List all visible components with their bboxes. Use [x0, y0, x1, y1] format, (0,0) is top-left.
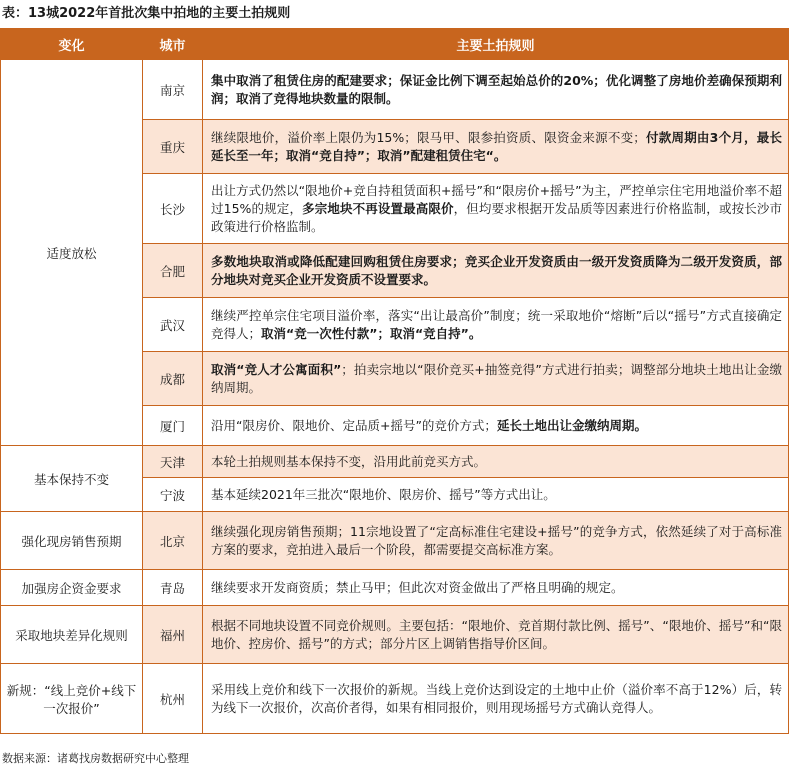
rule-cell: [203, 352, 789, 406]
table-row: [1, 606, 789, 664]
table-row: [1, 446, 789, 478]
rule-text-bold: 多宗地块不再设置最高限价: [302, 200, 454, 216]
rule-text-bold: 取消“竞人才公寓面积”: [211, 361, 342, 377]
city-cell: 北京: [143, 512, 203, 570]
table-title: 表：13城2022年首批次集中拍地的主要土拍规则: [2, 6, 291, 21]
table-row: [1, 664, 789, 734]
rule-cell: [203, 298, 789, 352]
header-change: 变化: [1, 29, 143, 60]
rule-text: 继续限地价，溢价率上限仍为15%；限马甲、限参拍资质、限资金来源不变；: [211, 129, 646, 145]
rule-text: 根据不同地块设置不同竞价规则。主要包括：“限地价、竞首期付款比例、摇号”、“限地价、摇号”和“限地价、控房价、摇号”的方式；部分片区上调销售指导价区间。: [211, 617, 782, 651]
table-row: [1, 512, 789, 570]
header-row: [1, 29, 789, 60]
rule-text: 继续要求开发商资质；禁止马甲；但此次对资金做出了严格且明确的规定。: [211, 579, 624, 595]
table-row: [1, 60, 789, 120]
change-category-cell: 采取地块差异化规则: [1, 606, 143, 664]
change-category-cell: 强化现房销售预期: [1, 512, 143, 570]
rule-cell: [203, 570, 789, 606]
change-category-cell: 基本保持不变: [1, 446, 143, 512]
rule-text: ；拍卖宗地以“限价竞买+抽签竞得”方式进行拍卖；调整部分地块土地出让金缴纳周期。: [211, 361, 782, 395]
rule-text: 采用线上竞价和线下一次报价的新规。当线上竞价达到设定的土地中止价（溢价率不高于12%）后，转为线下一次报价，次高价者得，如果有相同报价，则用现场摇号方式确认竞得人。: [211, 681, 782, 715]
rule-cell: [203, 406, 789, 446]
rule-cell: [203, 606, 789, 664]
rule-cell: [203, 60, 789, 120]
header-rules: 主要土拍规则: [203, 29, 789, 60]
change-category-cell: 加强房企资金要求: [1, 570, 143, 606]
change-category-cell: 新规：“线上竞价+线下一次报价”: [1, 664, 143, 734]
rule-text: 继续严控单宗住宅项目溢价率，落实“出让最高价”制度；统一采取地价“熔断”后以“摇号”方式直接确定竞得人；: [211, 307, 782, 341]
city-cell: 杭州: [143, 664, 203, 734]
land-auction-rules-table: [0, 28, 789, 734]
rule-text: 基本延续2021年三批次“限地价、限房价、摇号”等方式出让。: [211, 486, 556, 502]
city-cell: 成都: [143, 352, 203, 406]
rule-cell: [203, 244, 789, 298]
rule-text-bold: 付款周期由3个月，最长延长至一年；取消“竞自持”；取消”配建租赁住宅“。: [211, 129, 782, 163]
rule-text-bold: 延长土地出让金缴纳周期。: [496, 417, 647, 433]
rule-cell: [203, 120, 789, 174]
change-category-cell: 适度放松: [1, 60, 143, 446]
rule-text-bold: 集中取消了租赁住房的配建要求；保证金比例下调至起始总价的20%；优化调整了房地价差确保预期利润；取消了竞得地块数量的限制。: [211, 72, 782, 106]
rule-text: 出让方式仍然以“限地价+竞自持租赁面积+摇号”和“限房价+摇号”为主，严控单宗住宅用地溢价率不超过15%的规定，: [211, 182, 782, 216]
header-city: 城市: [143, 29, 203, 60]
city-cell: 厦门: [143, 406, 203, 446]
data-source-note: 数据来源：诸葛找房数据研究中心整理: [2, 752, 189, 765]
rule-cell: [203, 446, 789, 478]
rule-text-bold: 取消“竞一次性付款”；取消“竞自持”。: [261, 325, 482, 341]
rule-text: 沿用“限房价、限地价、定品质+摇号”的竞价方式；: [211, 417, 497, 433]
rule-text: 本轮土拍规则基本保持不变，沿用此前竞买方式。: [211, 453, 487, 469]
table-row: [1, 570, 789, 606]
rule-cell: [203, 512, 789, 570]
city-cell: 宁波: [143, 478, 203, 512]
city-cell: 武汉: [143, 298, 203, 352]
city-cell: 青岛: [143, 570, 203, 606]
rule-cell: [203, 174, 789, 244]
city-cell: 长沙: [143, 174, 203, 244]
city-cell: 合肥: [143, 244, 203, 298]
rule-text-bold: 多数地块取消或降低配建回购租赁住房要求；竞买企业开发资质由一级开发资质降为二级开发资质，部分地块对竞买企业开发资质不设置要求。: [211, 253, 782, 287]
city-cell: 福州: [143, 606, 203, 664]
city-cell: 重庆: [143, 120, 203, 174]
table-body: [1, 60, 789, 734]
city-cell: 南京: [143, 60, 203, 120]
rule-cell: [203, 478, 789, 512]
city-cell: 天津: [143, 446, 203, 478]
rule-cell: [203, 664, 789, 734]
rule-text: 继续强化现房销售预期；11宗地设置了“定高标准住宅建设+摇号”的竞争方式，依然延续了对于高标准方案的要求，竞拍进入最后一个阶段，都需要提交高标准方案。: [211, 523, 782, 557]
rule-text: ，但均要求根据开发品质等因素进行价格监制，或按长沙市政策进行价格监制。: [211, 200, 782, 234]
